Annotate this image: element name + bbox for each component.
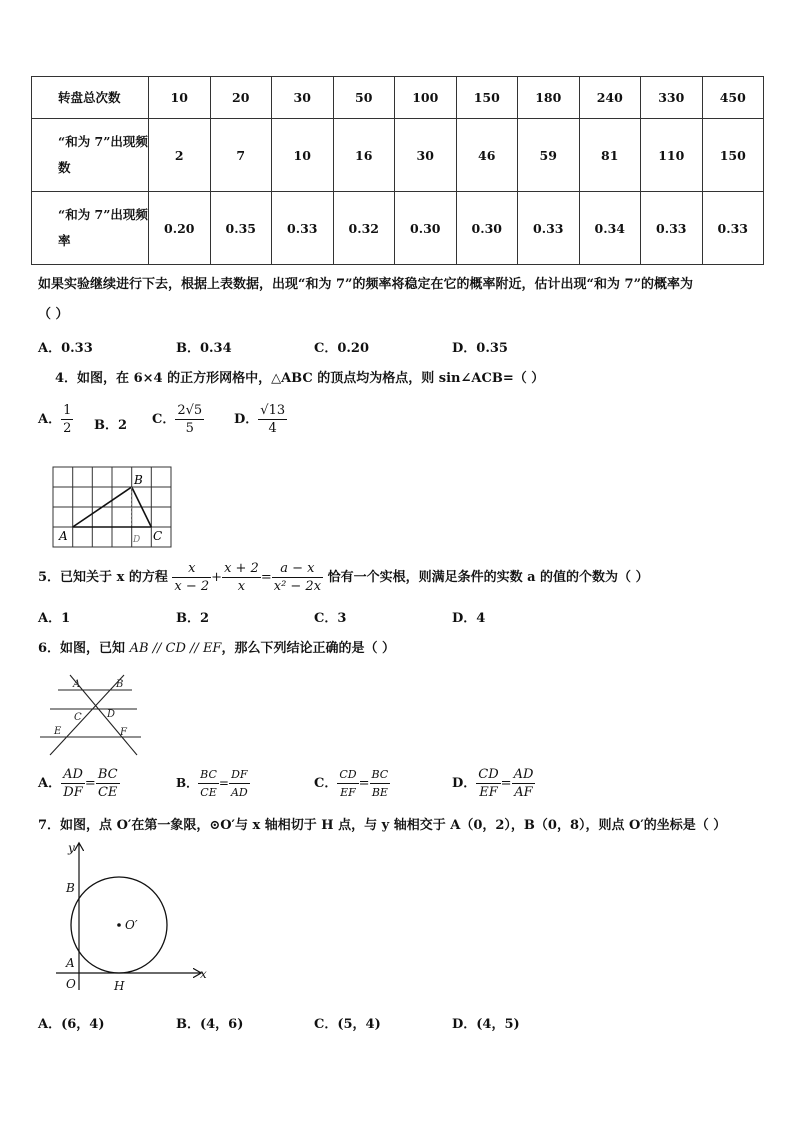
table-cell: 150 [702, 119, 764, 192]
frac-den: 4 [268, 421, 277, 436]
q5-suffix: 恰有一个实根，则满足条件的实数 a 的值的个数为（ ） [327, 570, 649, 585]
frac-num: AD [63, 767, 83, 782]
frac-num: BC [97, 767, 118, 782]
table-cell: 0.33 [272, 192, 334, 265]
frac-den: AF [514, 785, 533, 800]
frac-num: x + 2 [224, 561, 259, 576]
q4-option-b[interactable]: B．2 [94, 418, 128, 433]
table-cell: 0.33 [518, 192, 580, 265]
q7-option-a[interactable]: A．(6，4) [38, 1017, 105, 1032]
frac-num: CD [478, 767, 499, 782]
table-cell: 30 [395, 119, 457, 192]
table-cell: 0.30 [395, 192, 457, 265]
table-cell: 81 [579, 119, 641, 192]
q6-option-a-right-frac [96, 766, 120, 801]
frac-den: x − 2 [174, 579, 210, 594]
q4-option-d-frac [258, 402, 287, 437]
q5-prefix: 5．已知关于 x 的方程 [38, 570, 168, 585]
label-c: C [74, 712, 82, 723]
frac-num: CD [337, 766, 358, 784]
q6-option-d-left-frac [476, 766, 500, 801]
table-cell: 330 [641, 77, 703, 119]
table-cell: 180 [518, 77, 580, 119]
table-row [32, 192, 764, 265]
q7-option-c[interactable]: C．(5，4) [314, 1017, 381, 1032]
q6-option-a-eq: = [84, 776, 96, 791]
label-y: y [68, 841, 75, 855]
table-cell: 0.34 [579, 192, 641, 265]
q6-option-b-eq: = [218, 776, 229, 790]
q6-option-c-left-frac [337, 766, 358, 801]
label-d: D [133, 535, 141, 545]
label-h: H [114, 979, 125, 993]
frac-den: DF [63, 785, 83, 800]
q6-stem-math: AB // CD // EF [129, 641, 222, 656]
q5-plus: + [211, 570, 223, 585]
q3-option-a[interactable]: A．0.33 [38, 341, 93, 356]
q5-option-a[interactable]: A．1 [38, 611, 71, 626]
label-c: C [153, 529, 163, 543]
frac-den: AD [230, 786, 248, 799]
table-row [32, 119, 764, 192]
frac-den: 5 [185, 421, 194, 436]
q6-option-b-left-frac [198, 766, 219, 801]
q5-option-d[interactable]: D．4 [452, 611, 486, 626]
table-cell: 450 [702, 77, 764, 119]
label-a: A [66, 956, 75, 970]
table-cell: 110 [641, 119, 703, 192]
q4-option-c-frac [175, 402, 204, 437]
frac-den: CE [200, 786, 217, 799]
table-cell: 0.20 [149, 192, 211, 265]
q7-stem: 7．如图，点 O′在第一象限，⊙O′与 x 轴相切于 H 点，与 y 轴相交于 A（0，2），B（0，8），则点 O′的坐标是（ ） [38, 818, 727, 833]
center-point [117, 923, 121, 927]
q6-option-b-label: B． [176, 776, 199, 790]
q5-option-b[interactable]: B．2 [176, 611, 210, 626]
frac-den: EF [340, 786, 356, 799]
q3-paren: （ ） [38, 307, 69, 322]
frac-den: 2 [63, 421, 72, 436]
label-f: F [120, 727, 127, 738]
table-cell: 50 [333, 77, 395, 119]
q6-option-c[interactable] [314, 766, 390, 801]
q4-option-d[interactable] [234, 402, 287, 437]
frac-num: AD [513, 767, 534, 782]
table-cell: 10 [272, 119, 334, 192]
q6-option-d[interactable] [452, 766, 535, 801]
table-cell: 0.35 [210, 192, 272, 265]
q6-option-c-right-frac [370, 766, 391, 801]
q4-option-a-frac [61, 402, 73, 437]
frac-den: CE [97, 785, 118, 800]
q4-grid-figure [50, 464, 182, 552]
label-b: B [134, 473, 143, 487]
q7-circle-figure [52, 838, 216, 996]
table-cell: 100 [395, 77, 457, 119]
frac-num: a − x [272, 560, 323, 578]
table-cell: 59 [518, 119, 580, 192]
table-row [32, 77, 764, 119]
frac-num: DF [229, 766, 250, 784]
q4-stem: 4．如图，在 6×4 的正方形网格中，△ABC 的顶点均为格点，则 sin∠ACB=（ ） [55, 371, 545, 386]
label-o: O [66, 977, 76, 991]
q7-option-d[interactable]: D．(4，5) [452, 1017, 520, 1032]
q4-option-a-label: A． [38, 412, 62, 427]
label-o-prime: O′ [125, 918, 138, 932]
table-cell: 20 [210, 77, 272, 119]
table-cell: 0.32 [333, 192, 395, 265]
q6-option-a-left-frac [61, 766, 85, 801]
q6-stem-post: ，那么下列结论正确的是（ ） [221, 641, 395, 656]
table-cell: 46 [456, 119, 518, 192]
q3-option-d[interactable]: D．0.35 [452, 341, 508, 356]
q6-option-c-eq: = [358, 776, 370, 791]
q4-option-d-label: D． [234, 412, 259, 427]
q4-option-c[interactable] [152, 402, 204, 437]
frac-den: BE [371, 786, 388, 799]
q3-stem: 如果实验继续进行下去，根据上表数据，出现“和为 7”的频率将稳定在它的概率附近，估计出现“和为 7”的概率为 [38, 277, 694, 292]
q6-stem-pre: 6．如图，已知 [38, 641, 130, 656]
q6-option-d-label: D． [452, 776, 477, 791]
q7-option-b[interactable]: B．(4，6) [176, 1017, 244, 1032]
q5-option-c[interactable]: C．3 [314, 611, 347, 626]
label-a: A [73, 679, 81, 690]
table-cell: 16 [333, 119, 395, 192]
q6-option-b[interactable] [176, 766, 250, 801]
table-cell: 150 [456, 77, 518, 119]
q6-parallel-lines-figure [36, 672, 144, 762]
q6-stem [38, 637, 395, 656]
table-cell: 0.33 [702, 192, 764, 265]
label-b: B [116, 679, 124, 690]
frac-num: 2√5 [177, 403, 203, 418]
frac-den: EF [479, 785, 498, 800]
table-cell: 2 [149, 119, 211, 192]
q5-fraction-1 [172, 560, 211, 595]
table-cell: 0.30 [456, 192, 518, 265]
frac-num: √13 [260, 403, 286, 418]
label-e: E [54, 726, 62, 737]
q5-equals: = [260, 570, 272, 585]
frac-num: x [172, 560, 211, 578]
table-cell: 240 [579, 77, 641, 119]
frac-den: x [237, 579, 246, 594]
q3-option-b[interactable]: B．0.34 [176, 341, 232, 356]
table-row-label: “和为 7”出现频数 [32, 119, 149, 192]
label-b: B [66, 881, 75, 895]
q6-option-d-right-frac [512, 766, 536, 801]
table-row-label: “和为 7”出现频率 [32, 192, 149, 265]
frac-num: 1 [63, 403, 72, 418]
q5-fraction-2 [222, 560, 261, 595]
label-d: D [107, 709, 116, 720]
q5-stem [38, 560, 649, 595]
q6-option-d-eq: = [500, 776, 512, 791]
q6-option-a-label: A． [38, 776, 62, 791]
q6-option-c-label: C． [314, 776, 338, 791]
table-cell: 30 [272, 77, 334, 119]
q4-option-a[interactable] [38, 402, 73, 437]
label-a: A [59, 529, 68, 543]
table-cell: 7 [210, 119, 272, 192]
frac-num: BC [370, 766, 391, 784]
q6-option-b-right-frac [229, 766, 250, 801]
q6-option-a[interactable] [38, 766, 120, 801]
label-x: x [200, 967, 207, 981]
table-cell: 10 [149, 77, 211, 119]
table-row-label: 转盘总次数 [32, 77, 149, 119]
frac-den: x² − 2x [273, 579, 322, 594]
table-cell: 0.33 [641, 192, 703, 265]
q3-option-c[interactable]: C．0.20 [314, 341, 370, 356]
frequency-table [31, 76, 764, 265]
q4-option-c-label: C． [152, 412, 176, 427]
frac-num: BC [198, 766, 219, 784]
q5-fraction-3 [272, 560, 323, 595]
